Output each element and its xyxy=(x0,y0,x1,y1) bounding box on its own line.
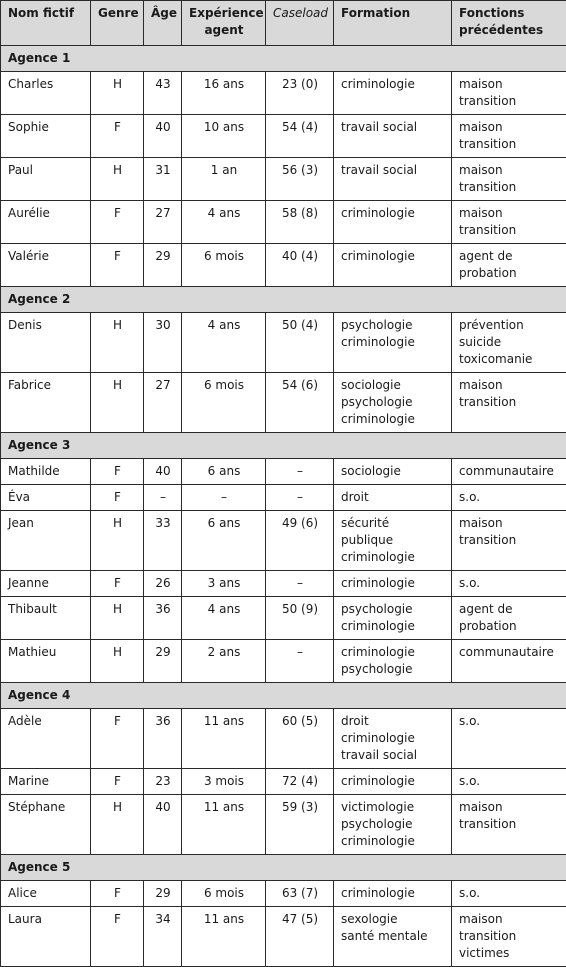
cell-experience: 16 ans xyxy=(182,72,266,115)
group-label: Agence 5 xyxy=(1,855,566,881)
cell-age: 36 xyxy=(144,597,182,640)
cell-nom: Valérie xyxy=(1,244,91,287)
cell-nom: Adèle xyxy=(1,709,91,769)
cell-experience: 4 ans xyxy=(182,597,266,640)
table-row xyxy=(1,244,566,287)
cell-formation: psychologie criminologie xyxy=(334,597,452,640)
cell-age: 29 xyxy=(144,640,182,683)
cell-formation: criminologie xyxy=(334,571,452,597)
cell-genre: F xyxy=(91,115,144,158)
cell-nom: Charles xyxy=(1,72,91,115)
cell-age: 33 xyxy=(144,511,182,571)
cell-age: 29 xyxy=(144,881,182,907)
cell-formation: criminologie psychologie xyxy=(334,640,452,683)
cell-nom: Paul xyxy=(1,158,91,201)
cell-age: 40 xyxy=(144,459,182,485)
cell-formation: sexologie santé mentale xyxy=(334,907,452,967)
header-fonctions: Fonctions précédentes xyxy=(452,1,566,46)
cell-experience: 6 ans xyxy=(182,459,266,485)
cell-fonctions: communautaire xyxy=(452,640,566,683)
cell-caseload: 47 (5) xyxy=(266,907,334,967)
cell-experience: 6 ans xyxy=(182,511,266,571)
header-formation: Formation xyxy=(334,1,452,46)
group-label: Agence 4 xyxy=(1,683,566,709)
cell-genre: F xyxy=(91,709,144,769)
cell-nom: Éva xyxy=(1,485,91,511)
table-row xyxy=(1,72,566,115)
cell-nom: Aurélie xyxy=(1,201,91,244)
cell-genre: F xyxy=(91,769,144,795)
cell-caseload: – xyxy=(266,571,334,597)
cell-genre: H xyxy=(91,72,144,115)
cell-genre: F xyxy=(91,201,144,244)
cell-nom: Stéphane xyxy=(1,795,91,855)
cell-age: 30 xyxy=(144,313,182,373)
cell-caseload: – xyxy=(266,459,334,485)
cell-experience: 11 ans xyxy=(182,907,266,967)
table-row xyxy=(1,313,566,373)
cell-caseload: 54 (4) xyxy=(266,115,334,158)
table-row xyxy=(1,769,566,795)
cell-genre: H xyxy=(91,158,144,201)
cell-genre: F xyxy=(91,907,144,967)
cell-genre: H xyxy=(91,373,144,433)
cell-formation: victimologie psychologie criminologie xyxy=(334,795,452,855)
cell-experience: 3 mois xyxy=(182,769,266,795)
cell-fonctions: agent de probation xyxy=(452,597,566,640)
cell-genre: H xyxy=(91,640,144,683)
cell-experience: – xyxy=(182,485,266,511)
cell-experience: 4 ans xyxy=(182,201,266,244)
cell-fonctions: maison transition xyxy=(452,115,566,158)
cell-age: 23 xyxy=(144,769,182,795)
cell-formation: criminologie xyxy=(334,244,452,287)
table-row xyxy=(1,459,566,485)
table-row xyxy=(1,373,566,433)
cell-genre: F xyxy=(91,571,144,597)
cell-genre: F xyxy=(91,881,144,907)
cell-fonctions: maison transition xyxy=(452,795,566,855)
header-row xyxy=(1,1,566,46)
cell-nom: Fabrice xyxy=(1,373,91,433)
cell-formation: sociologie xyxy=(334,459,452,485)
cell-genre: F xyxy=(91,244,144,287)
cell-genre: H xyxy=(91,511,144,571)
header-age: Âge xyxy=(144,1,182,46)
cell-age: 26 xyxy=(144,571,182,597)
cell-nom: Denis xyxy=(1,313,91,373)
cell-caseload: 63 (7) xyxy=(266,881,334,907)
cell-nom: Thibault xyxy=(1,597,91,640)
cell-fonctions: s.o. xyxy=(452,769,566,795)
cell-experience: 11 ans xyxy=(182,709,266,769)
cell-nom: Laura xyxy=(1,907,91,967)
cell-caseload: 50 (4) xyxy=(266,313,334,373)
group-label: Agence 3 xyxy=(1,433,566,459)
cell-experience: 4 ans xyxy=(182,313,266,373)
table-body xyxy=(1,46,566,967)
cell-experience: 2 ans xyxy=(182,640,266,683)
cell-caseload: 72 (4) xyxy=(266,769,334,795)
cell-nom: Jean xyxy=(1,511,91,571)
cell-fonctions: s.o. xyxy=(452,881,566,907)
cell-genre: H xyxy=(91,313,144,373)
group-row xyxy=(1,287,566,313)
cell-age: 29 xyxy=(144,244,182,287)
cell-age: 31 xyxy=(144,158,182,201)
cell-fonctions: maison transition xyxy=(452,373,566,433)
header-nom: Nom fictif xyxy=(1,1,91,46)
cell-formation: criminologie xyxy=(334,769,452,795)
cell-formation: sécurité publique criminologie xyxy=(334,511,452,571)
cell-formation: criminologie xyxy=(334,881,452,907)
table-row xyxy=(1,597,566,640)
cell-formation: droit xyxy=(334,485,452,511)
group-row xyxy=(1,683,566,709)
cell-formation: droit criminologie travail social xyxy=(334,709,452,769)
table-row xyxy=(1,907,566,967)
group-row xyxy=(1,46,566,72)
cell-age: 34 xyxy=(144,907,182,967)
cell-formation: sociologie psychologie criminologie xyxy=(334,373,452,433)
cell-fonctions: agent de probation xyxy=(452,244,566,287)
cell-formation: criminologie xyxy=(334,72,452,115)
cell-nom: Mathilde xyxy=(1,459,91,485)
cell-fonctions: communautaire xyxy=(452,459,566,485)
cell-fonctions: maison transition victimes xyxy=(452,907,566,967)
cell-fonctions: maison transition xyxy=(452,158,566,201)
cell-experience: 3 ans xyxy=(182,571,266,597)
cell-genre: F xyxy=(91,485,144,511)
cell-nom: Marine xyxy=(1,769,91,795)
group-label: Agence 2 xyxy=(1,287,566,313)
cell-caseload: 59 (3) xyxy=(266,795,334,855)
cell-age: 27 xyxy=(144,373,182,433)
table-row xyxy=(1,511,566,571)
header-caseload: Caseload xyxy=(266,1,334,46)
cell-caseload: 58 (8) xyxy=(266,201,334,244)
cell-experience: 6 mois xyxy=(182,373,266,433)
table-row xyxy=(1,115,566,158)
cell-fonctions: maison transition xyxy=(452,201,566,244)
cell-formation: psychologie criminologie xyxy=(334,313,452,373)
table-row xyxy=(1,795,566,855)
cell-caseload: 50 (9) xyxy=(266,597,334,640)
table-header xyxy=(1,1,566,46)
cell-genre: F xyxy=(91,459,144,485)
cell-formation: travail social xyxy=(334,158,452,201)
cell-fonctions: s.o. xyxy=(452,485,566,511)
table-row xyxy=(1,201,566,244)
table-row xyxy=(1,881,566,907)
cell-caseload: 49 (6) xyxy=(266,511,334,571)
table-row xyxy=(1,158,566,201)
group-label: Agence 1 xyxy=(1,46,566,72)
cell-experience: 11 ans xyxy=(182,795,266,855)
cell-fonctions: maison transition xyxy=(452,72,566,115)
cell-caseload: 40 (4) xyxy=(266,244,334,287)
table-row xyxy=(1,571,566,597)
cell-caseload: – xyxy=(266,640,334,683)
cell-nom: Jeanne xyxy=(1,571,91,597)
cell-experience: 1 an xyxy=(182,158,266,201)
cell-age: 43 xyxy=(144,72,182,115)
cell-genre: H xyxy=(91,597,144,640)
cell-experience: 6 mois xyxy=(182,244,266,287)
cell-experience: 6 mois xyxy=(182,881,266,907)
cell-genre: H xyxy=(91,795,144,855)
cell-nom: Sophie xyxy=(1,115,91,158)
cell-fonctions: maison transition xyxy=(452,511,566,571)
cell-nom: Mathieu xyxy=(1,640,91,683)
cell-age: 36 xyxy=(144,709,182,769)
cell-formation: travail social xyxy=(334,115,452,158)
cell-caseload: 56 (3) xyxy=(266,158,334,201)
cell-caseload: 60 (5) xyxy=(266,709,334,769)
cell-experience: 10 ans xyxy=(182,115,266,158)
cell-caseload: – xyxy=(266,485,334,511)
cell-fonctions: s.o. xyxy=(452,709,566,769)
cell-caseload: 54 (6) xyxy=(266,373,334,433)
cell-formation: criminologie xyxy=(334,201,452,244)
cell-age: – xyxy=(144,485,182,511)
cell-caseload: 23 (0) xyxy=(266,72,334,115)
cell-age: 40 xyxy=(144,115,182,158)
cell-fonctions: s.o. xyxy=(452,571,566,597)
cell-age: 27 xyxy=(144,201,182,244)
cell-nom: Alice xyxy=(1,881,91,907)
table-row xyxy=(1,485,566,511)
cell-age: 40 xyxy=(144,795,182,855)
table-row xyxy=(1,709,566,769)
group-row xyxy=(1,433,566,459)
header-experience: Expérience agent xyxy=(182,1,266,46)
header-genre: Genre xyxy=(91,1,144,46)
group-row xyxy=(1,855,566,881)
table-row xyxy=(1,640,566,683)
cell-fonctions: prévention suicide toxicomanie xyxy=(452,313,566,373)
